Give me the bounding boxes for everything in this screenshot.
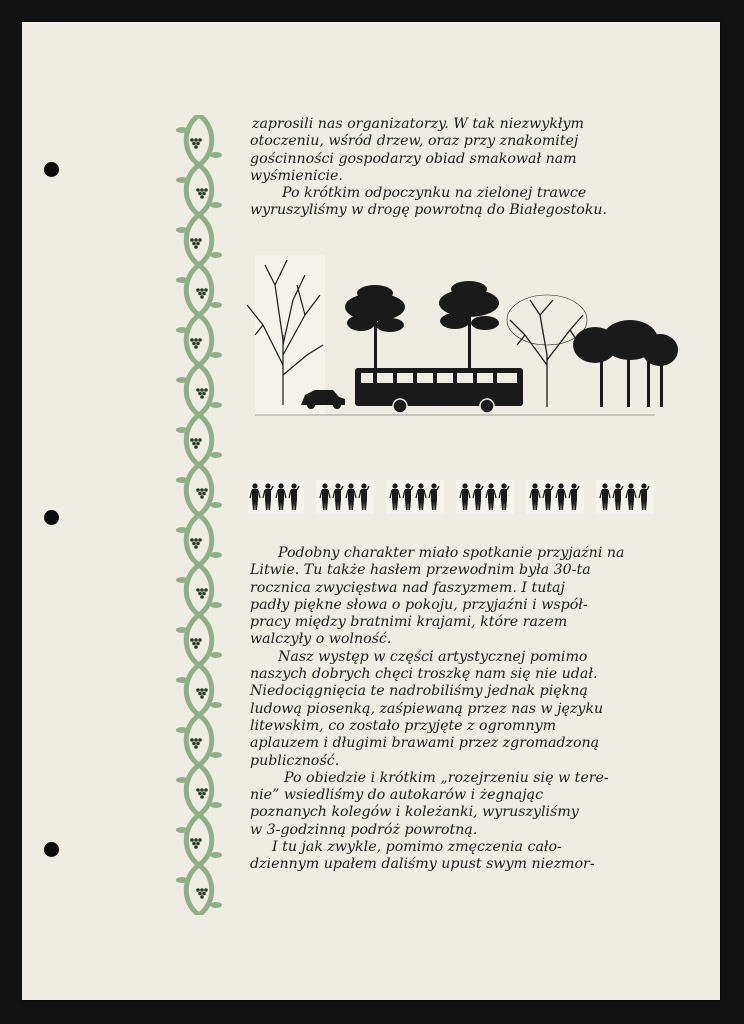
grape-cluster-icon — [190, 438, 202, 449]
grape-cluster-icon — [190, 138, 202, 149]
text-line: publiczność. — [250, 752, 340, 769]
vine-leaf-icon — [176, 427, 188, 433]
grape-cluster-icon — [190, 638, 202, 649]
vine-leaf-icon — [176, 627, 188, 633]
vine-leaf-icon — [210, 502, 222, 508]
text-line: Podobny charakter miało spotkanie przyjaźni na — [278, 545, 625, 561]
vine-leaf-icon — [176, 827, 188, 833]
text-line: poznanych kolegów i koleżanki, wyruszyliśmy — [250, 804, 579, 821]
vine-leaf-icon — [176, 127, 188, 133]
vine-leaf-icon — [176, 227, 188, 233]
vine-leaf-icon — [210, 252, 222, 258]
vine-leaf-icon — [210, 902, 222, 908]
vine-leaf-icon — [210, 852, 222, 858]
punch-hole — [44, 842, 59, 857]
text-line: Litwie. Tu także hasłem przewodnim była 30-ta — [250, 562, 591, 579]
grape-cluster-icon — [196, 288, 208, 299]
text-block-bottom — [250, 545, 690, 874]
trees-bus-illustration — [235, 245, 685, 435]
grape-cluster-icon — [196, 688, 208, 699]
punch-hole — [44, 510, 59, 525]
text-line: naszych dobrych chęci troszkę nam się nie udał. — [250, 666, 598, 683]
vine-leaf-icon — [176, 677, 188, 683]
grape-cluster-icon — [196, 188, 208, 199]
punch-hole — [44, 162, 59, 177]
vine-leaf-icon — [210, 202, 222, 208]
text-line: padły piękne słowa o pokoju, przyjaźni i współ- — [250, 596, 588, 613]
grape-cluster-icon — [190, 238, 202, 249]
text-line: wyruszyliśmy w drogę powrotną do Białegostoku. — [250, 202, 608, 219]
grapevine-border-ornament — [176, 115, 222, 915]
grape-cluster-icon — [190, 838, 202, 849]
grape-cluster-icon — [196, 488, 208, 499]
vine-leaf-icon — [176, 877, 188, 883]
text-line: nie” wsiedliśmy do autokarów i żegnając — [250, 787, 544, 804]
text-line: Nasz występ w części artystycznej pomimo — [278, 648, 588, 665]
vine-leaf-icon — [176, 727, 188, 733]
text-line: litewskim, co zostało przyjęte z ogromnym — [250, 717, 557, 734]
text-line: gościnności gospodarzy obiad smakował nam — [250, 150, 577, 167]
text-line: w 3-godzinną podróż powrotną. — [250, 821, 478, 838]
grape-cluster-icon — [196, 388, 208, 399]
vine-leaf-icon — [210, 602, 222, 608]
vine-leaf-icon — [210, 402, 222, 408]
grape-cluster-icon — [196, 788, 208, 799]
text-line: zaprosili nas organizatorzy. W tak niezwykłym — [252, 116, 584, 132]
text-line: Niedociągnięcia te nadrobiliśmy jednak piękną — [250, 683, 588, 700]
vine-leaf-icon — [210, 302, 222, 308]
text-line: rocznica zwycięstwa nad faszyzmem. I tutaj — [250, 579, 565, 596]
marching-figures-strip — [248, 478, 658, 516]
vine-leaf-icon — [176, 777, 188, 783]
bushy-trees-icon — [573, 320, 678, 407]
bus-icon — [355, 368, 523, 413]
vine-leaf-icon — [176, 377, 188, 383]
text-line: dziennym upałem daliśmy upust swym niezmor- — [250, 856, 595, 873]
vine-leaf-icon — [210, 702, 222, 708]
text-line: aplauzem i długimi brawami przez zgromadzoną — [250, 735, 600, 752]
grape-cluster-icon — [190, 338, 202, 349]
vine-leaf-icon — [176, 527, 188, 533]
grape-cluster-icon — [196, 888, 208, 899]
vine-stem — [186, 115, 199, 915]
vine-leaf-icon — [210, 552, 222, 558]
text-line: walczyły o wolność. — [250, 631, 392, 648]
vine-leaf-icon — [210, 752, 222, 758]
text-line: I tu jak zwykle, pomimo zmęczenia cało- — [272, 839, 562, 856]
grape-cluster-icon — [190, 538, 202, 549]
text-line: otoczeniu, wśród drzew, oraz przy znakomitej — [250, 133, 579, 150]
vine-leaf-icon — [176, 577, 188, 583]
vine-leaf-icon — [210, 652, 222, 658]
text-line: ludową piosenką, zaśpiewaną przez nas w języku — [250, 700, 604, 717]
text-line: Po krótkim odpoczynku na zielonej trawce — [282, 185, 587, 202]
text-line: Po obiedzie i krótkim „rozejrzeniu się w tere- — [284, 769, 609, 786]
vine-leaf-icon — [176, 477, 188, 483]
vine-leaf-icon — [176, 177, 188, 183]
vine-leaf-icon — [210, 152, 222, 158]
vine-leaf-icon — [176, 327, 188, 333]
grape-cluster-icon — [196, 588, 208, 599]
vine-leaf-icon — [176, 277, 188, 283]
vine-leaf-icon — [210, 452, 222, 458]
vine-leaf-icon — [210, 802, 222, 808]
text-line: wyśmienicie. — [250, 167, 343, 184]
vine-leaf-icon — [210, 352, 222, 358]
text-line: pracy między bratnimi krajami, które razem — [250, 614, 568, 631]
text-block-top — [250, 116, 690, 220]
grape-cluster-icon — [190, 738, 202, 749]
